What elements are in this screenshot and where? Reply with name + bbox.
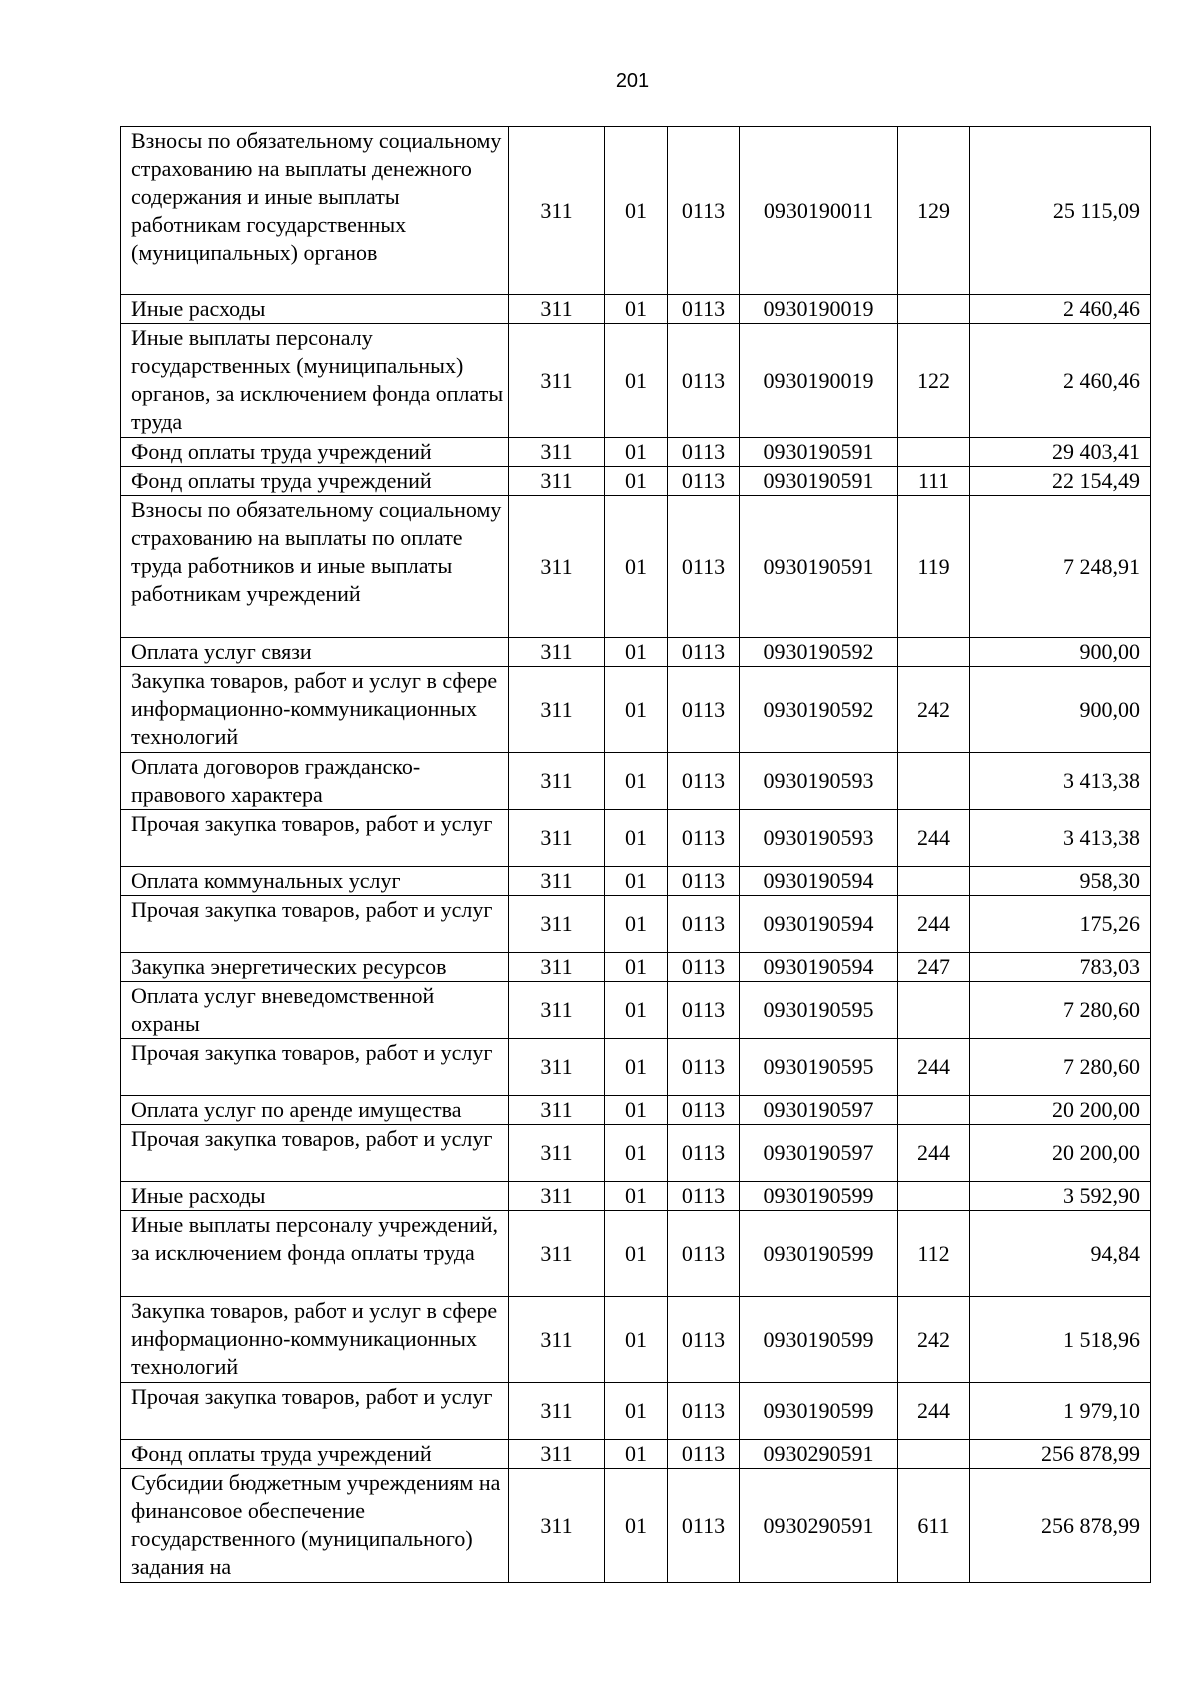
row-sum: 1 979,10 xyxy=(970,1383,1151,1440)
row-sum: 900,00 xyxy=(970,638,1151,667)
row-name: Прочая закупка товаров, работ и услуг xyxy=(121,896,509,953)
row-pr: 0113 xyxy=(668,953,740,982)
row-vr: 611 xyxy=(898,1469,970,1583)
row-sum: 3 413,38 xyxy=(970,810,1151,867)
row-sum: 22 154,49 xyxy=(970,467,1151,496)
row-pr: 0113 xyxy=(668,1469,740,1583)
row-vr xyxy=(898,867,970,896)
row-rz: 01 xyxy=(605,1469,668,1583)
row-sum: 25 115,09 xyxy=(970,127,1151,295)
row-vr: 242 xyxy=(898,667,970,753)
row-name: Оплата услуг по аренде имущества xyxy=(121,1096,509,1125)
row-sum: 20 200,00 xyxy=(970,1125,1151,1182)
row-pr: 0113 xyxy=(668,1211,740,1297)
row-pr: 0113 xyxy=(668,982,740,1039)
row-sum: 256 878,99 xyxy=(970,1440,1151,1469)
row-rz: 01 xyxy=(605,1297,668,1383)
row-sum: 7 248,91 xyxy=(970,496,1151,638)
row-vr: 242 xyxy=(898,1297,970,1383)
row-ved: 311 xyxy=(509,638,605,667)
row-pr: 0113 xyxy=(668,496,740,638)
row-ved: 311 xyxy=(509,467,605,496)
row-rz: 01 xyxy=(605,1383,668,1440)
row-rz: 01 xyxy=(605,810,668,867)
row-vr: 244 xyxy=(898,1125,970,1182)
row-rz: 01 xyxy=(605,295,668,324)
row-name: Взносы по обязательному социальному страхованию на выплаты по оплате труда работников и иные выплаты работникам учреждений xyxy=(121,496,509,638)
row-rz: 01 xyxy=(605,1440,668,1469)
row-rz: 01 xyxy=(605,753,668,810)
row-ved: 311 xyxy=(509,1211,605,1297)
row-csr: 0930190591 xyxy=(740,496,898,638)
row-pr: 0113 xyxy=(668,324,740,438)
table-row xyxy=(121,467,1151,496)
row-csr: 0930190591 xyxy=(740,438,898,467)
row-ved: 311 xyxy=(509,1383,605,1440)
table-row xyxy=(121,1039,1151,1096)
table-row xyxy=(121,295,1151,324)
row-csr: 0930190019 xyxy=(740,324,898,438)
row-csr: 0930190594 xyxy=(740,896,898,953)
row-name: Прочая закупка товаров, работ и услуг xyxy=(121,1383,509,1440)
row-ved: 311 xyxy=(509,127,605,295)
table-row xyxy=(121,1469,1151,1583)
row-pr: 0113 xyxy=(668,295,740,324)
row-ved: 311 xyxy=(509,295,605,324)
row-name: Оплата услуг вневедомственной охраны xyxy=(121,982,509,1039)
row-name: Иные расходы xyxy=(121,295,509,324)
row-csr: 0930190594 xyxy=(740,953,898,982)
row-csr: 0930190593 xyxy=(740,753,898,810)
row-vr: 244 xyxy=(898,810,970,867)
row-rz: 01 xyxy=(605,1211,668,1297)
row-pr: 0113 xyxy=(668,667,740,753)
row-vr: 244 xyxy=(898,1039,970,1096)
table-row xyxy=(121,667,1151,753)
row-vr: 122 xyxy=(898,324,970,438)
table-row xyxy=(121,1440,1151,1469)
row-vr xyxy=(898,982,970,1039)
table-row xyxy=(121,810,1151,867)
row-ved: 311 xyxy=(509,896,605,953)
row-vr xyxy=(898,753,970,810)
row-rz: 01 xyxy=(605,1096,668,1125)
page-number: 201 xyxy=(615,70,650,92)
row-ved: 311 xyxy=(509,1440,605,1469)
row-pr: 0113 xyxy=(668,1125,740,1182)
table-row xyxy=(121,324,1151,438)
row-pr: 0113 xyxy=(668,896,740,953)
row-name: Фонд оплаты труда учреждений xyxy=(121,438,509,467)
row-sum: 7 280,60 xyxy=(970,982,1151,1039)
row-vr xyxy=(898,1440,970,1469)
row-ved: 311 xyxy=(509,1096,605,1125)
row-csr: 0930190599 xyxy=(740,1383,898,1440)
table-row xyxy=(121,753,1151,810)
row-rz: 01 xyxy=(605,953,668,982)
row-rz: 01 xyxy=(605,1182,668,1211)
row-rz: 01 xyxy=(605,324,668,438)
row-ved: 311 xyxy=(509,667,605,753)
row-name: Прочая закупка товаров, работ и услуг xyxy=(121,1039,509,1096)
row-vr: 129 xyxy=(898,127,970,295)
row-rz: 01 xyxy=(605,127,668,295)
row-sum: 3 413,38 xyxy=(970,753,1151,810)
row-name: Закупка товаров, работ и услуг в сфере информационно-коммуникационных технологий xyxy=(121,1297,509,1383)
row-ved: 311 xyxy=(509,1125,605,1182)
row-name: Оплата коммунальных услуг xyxy=(121,867,509,896)
row-csr: 0930190595 xyxy=(740,982,898,1039)
row-pr: 0113 xyxy=(668,638,740,667)
table-row xyxy=(121,1211,1151,1297)
row-sum: 175,26 xyxy=(970,896,1151,953)
row-vr xyxy=(898,438,970,467)
row-sum: 958,30 xyxy=(970,867,1151,896)
row-ved: 311 xyxy=(509,1182,605,1211)
row-ved: 311 xyxy=(509,496,605,638)
row-name: Взносы по обязательному социальному страхованию на выплаты денежного содержания и иные выплаты работникам государственных (муниципальных) органов xyxy=(121,127,509,295)
row-vr xyxy=(898,1096,970,1125)
table-row xyxy=(121,1383,1151,1440)
row-rz: 01 xyxy=(605,438,668,467)
row-name: Фонд оплаты труда учреждений xyxy=(121,1440,509,1469)
row-csr: 0930190592 xyxy=(740,667,898,753)
row-ved: 311 xyxy=(509,982,605,1039)
row-pr: 0113 xyxy=(668,753,740,810)
row-rz: 01 xyxy=(605,467,668,496)
row-vr: 111 xyxy=(898,467,970,496)
row-name: Иные выплаты персоналу учреждений, за исключением фонда оплаты труда xyxy=(121,1211,509,1297)
row-sum: 2 460,46 xyxy=(970,324,1151,438)
table-row xyxy=(121,1297,1151,1383)
row-rz: 01 xyxy=(605,982,668,1039)
row-sum: 29 403,41 xyxy=(970,438,1151,467)
table-row xyxy=(121,127,1151,295)
row-ved: 311 xyxy=(509,867,605,896)
row-name: Закупка товаров, работ и услуг в сфере информационно-коммуникационных технологий xyxy=(121,667,509,753)
row-rz: 01 xyxy=(605,896,668,953)
row-csr: 0930290591 xyxy=(740,1440,898,1469)
row-csr: 0930190599 xyxy=(740,1211,898,1297)
row-csr: 0930290591 xyxy=(740,1469,898,1583)
table-row xyxy=(121,982,1151,1039)
row-sum: 1 518,96 xyxy=(970,1297,1151,1383)
row-name: Закупка энергетических ресурсов xyxy=(121,953,509,982)
budget-table xyxy=(120,126,1151,1583)
row-sum: 7 280,60 xyxy=(970,1039,1151,1096)
row-name: Фонд оплаты труда учреждений xyxy=(121,467,509,496)
table-row xyxy=(121,953,1151,982)
row-ved: 311 xyxy=(509,953,605,982)
row-vr: 244 xyxy=(898,896,970,953)
row-vr xyxy=(898,295,970,324)
table-row xyxy=(121,867,1151,896)
row-ved: 311 xyxy=(509,1469,605,1583)
row-vr: 247 xyxy=(898,953,970,982)
row-sum: 3 592,90 xyxy=(970,1182,1151,1211)
row-csr: 0930190599 xyxy=(740,1182,898,1211)
row-ved: 311 xyxy=(509,324,605,438)
row-csr: 0930190593 xyxy=(740,810,898,867)
row-name: Оплата услуг связи xyxy=(121,638,509,667)
row-csr: 0930190591 xyxy=(740,467,898,496)
row-sum: 256 878,99 xyxy=(970,1469,1151,1583)
row-rz: 01 xyxy=(605,1039,668,1096)
row-vr xyxy=(898,1182,970,1211)
row-csr: 0930190597 xyxy=(740,1125,898,1182)
row-name: Иные расходы xyxy=(121,1182,509,1211)
row-csr: 0930190595 xyxy=(740,1039,898,1096)
row-vr xyxy=(898,638,970,667)
row-sum: 783,03 xyxy=(970,953,1151,982)
table-row xyxy=(121,1125,1151,1182)
row-vr: 244 xyxy=(898,1383,970,1440)
table-row xyxy=(121,438,1151,467)
row-sum: 94,84 xyxy=(970,1211,1151,1297)
row-name: Оплата договоров гражданско-правового характера xyxy=(121,753,509,810)
row-rz: 01 xyxy=(605,638,668,667)
row-pr: 0113 xyxy=(668,438,740,467)
row-csr: 0930190594 xyxy=(740,867,898,896)
table-row xyxy=(121,1096,1151,1125)
row-sum: 900,00 xyxy=(970,667,1151,753)
row-vr: 119 xyxy=(898,496,970,638)
table-body xyxy=(121,127,1151,1583)
row-csr: 0930190597 xyxy=(740,1096,898,1125)
row-name: Прочая закупка товаров, работ и услуг xyxy=(121,1125,509,1182)
row-csr: 0930190592 xyxy=(740,638,898,667)
row-ved: 311 xyxy=(509,1297,605,1383)
row-rz: 01 xyxy=(605,1125,668,1182)
row-name: Иные выплаты персоналу государственных (муниципальных) органов, за исключением фонда оплаты труда xyxy=(121,324,509,438)
row-rz: 01 xyxy=(605,667,668,753)
table-row xyxy=(121,1182,1151,1211)
row-pr: 0113 xyxy=(668,127,740,295)
row-ved: 311 xyxy=(509,1039,605,1096)
row-rz: 01 xyxy=(605,867,668,896)
row-csr: 0930190599 xyxy=(740,1297,898,1383)
row-pr: 0113 xyxy=(668,467,740,496)
row-pr: 0113 xyxy=(668,810,740,867)
row-vr: 112 xyxy=(898,1211,970,1297)
row-pr: 0113 xyxy=(668,1096,740,1125)
table-row xyxy=(121,496,1151,638)
table-row xyxy=(121,896,1151,953)
row-csr: 0930190011 xyxy=(740,127,898,295)
row-csr: 0930190019 xyxy=(740,295,898,324)
row-pr: 0113 xyxy=(668,1039,740,1096)
row-pr: 0113 xyxy=(668,1383,740,1440)
row-pr: 0113 xyxy=(668,1440,740,1469)
row-rz: 01 xyxy=(605,496,668,638)
row-pr: 0113 xyxy=(668,867,740,896)
row-name: Субсидии бюджетным учреждениям на финансовое обеспечение государственного (муниципального) задания на xyxy=(121,1469,509,1583)
row-sum: 20 200,00 xyxy=(970,1096,1151,1125)
table-row xyxy=(121,638,1151,667)
row-pr: 0113 xyxy=(668,1297,740,1383)
row-ved: 311 xyxy=(509,810,605,867)
row-pr: 0113 xyxy=(668,1182,740,1211)
row-sum: 2 460,46 xyxy=(970,295,1151,324)
row-name: Прочая закупка товаров, работ и услуг xyxy=(121,810,509,867)
row-ved: 311 xyxy=(509,753,605,810)
row-ved: 311 xyxy=(509,438,605,467)
